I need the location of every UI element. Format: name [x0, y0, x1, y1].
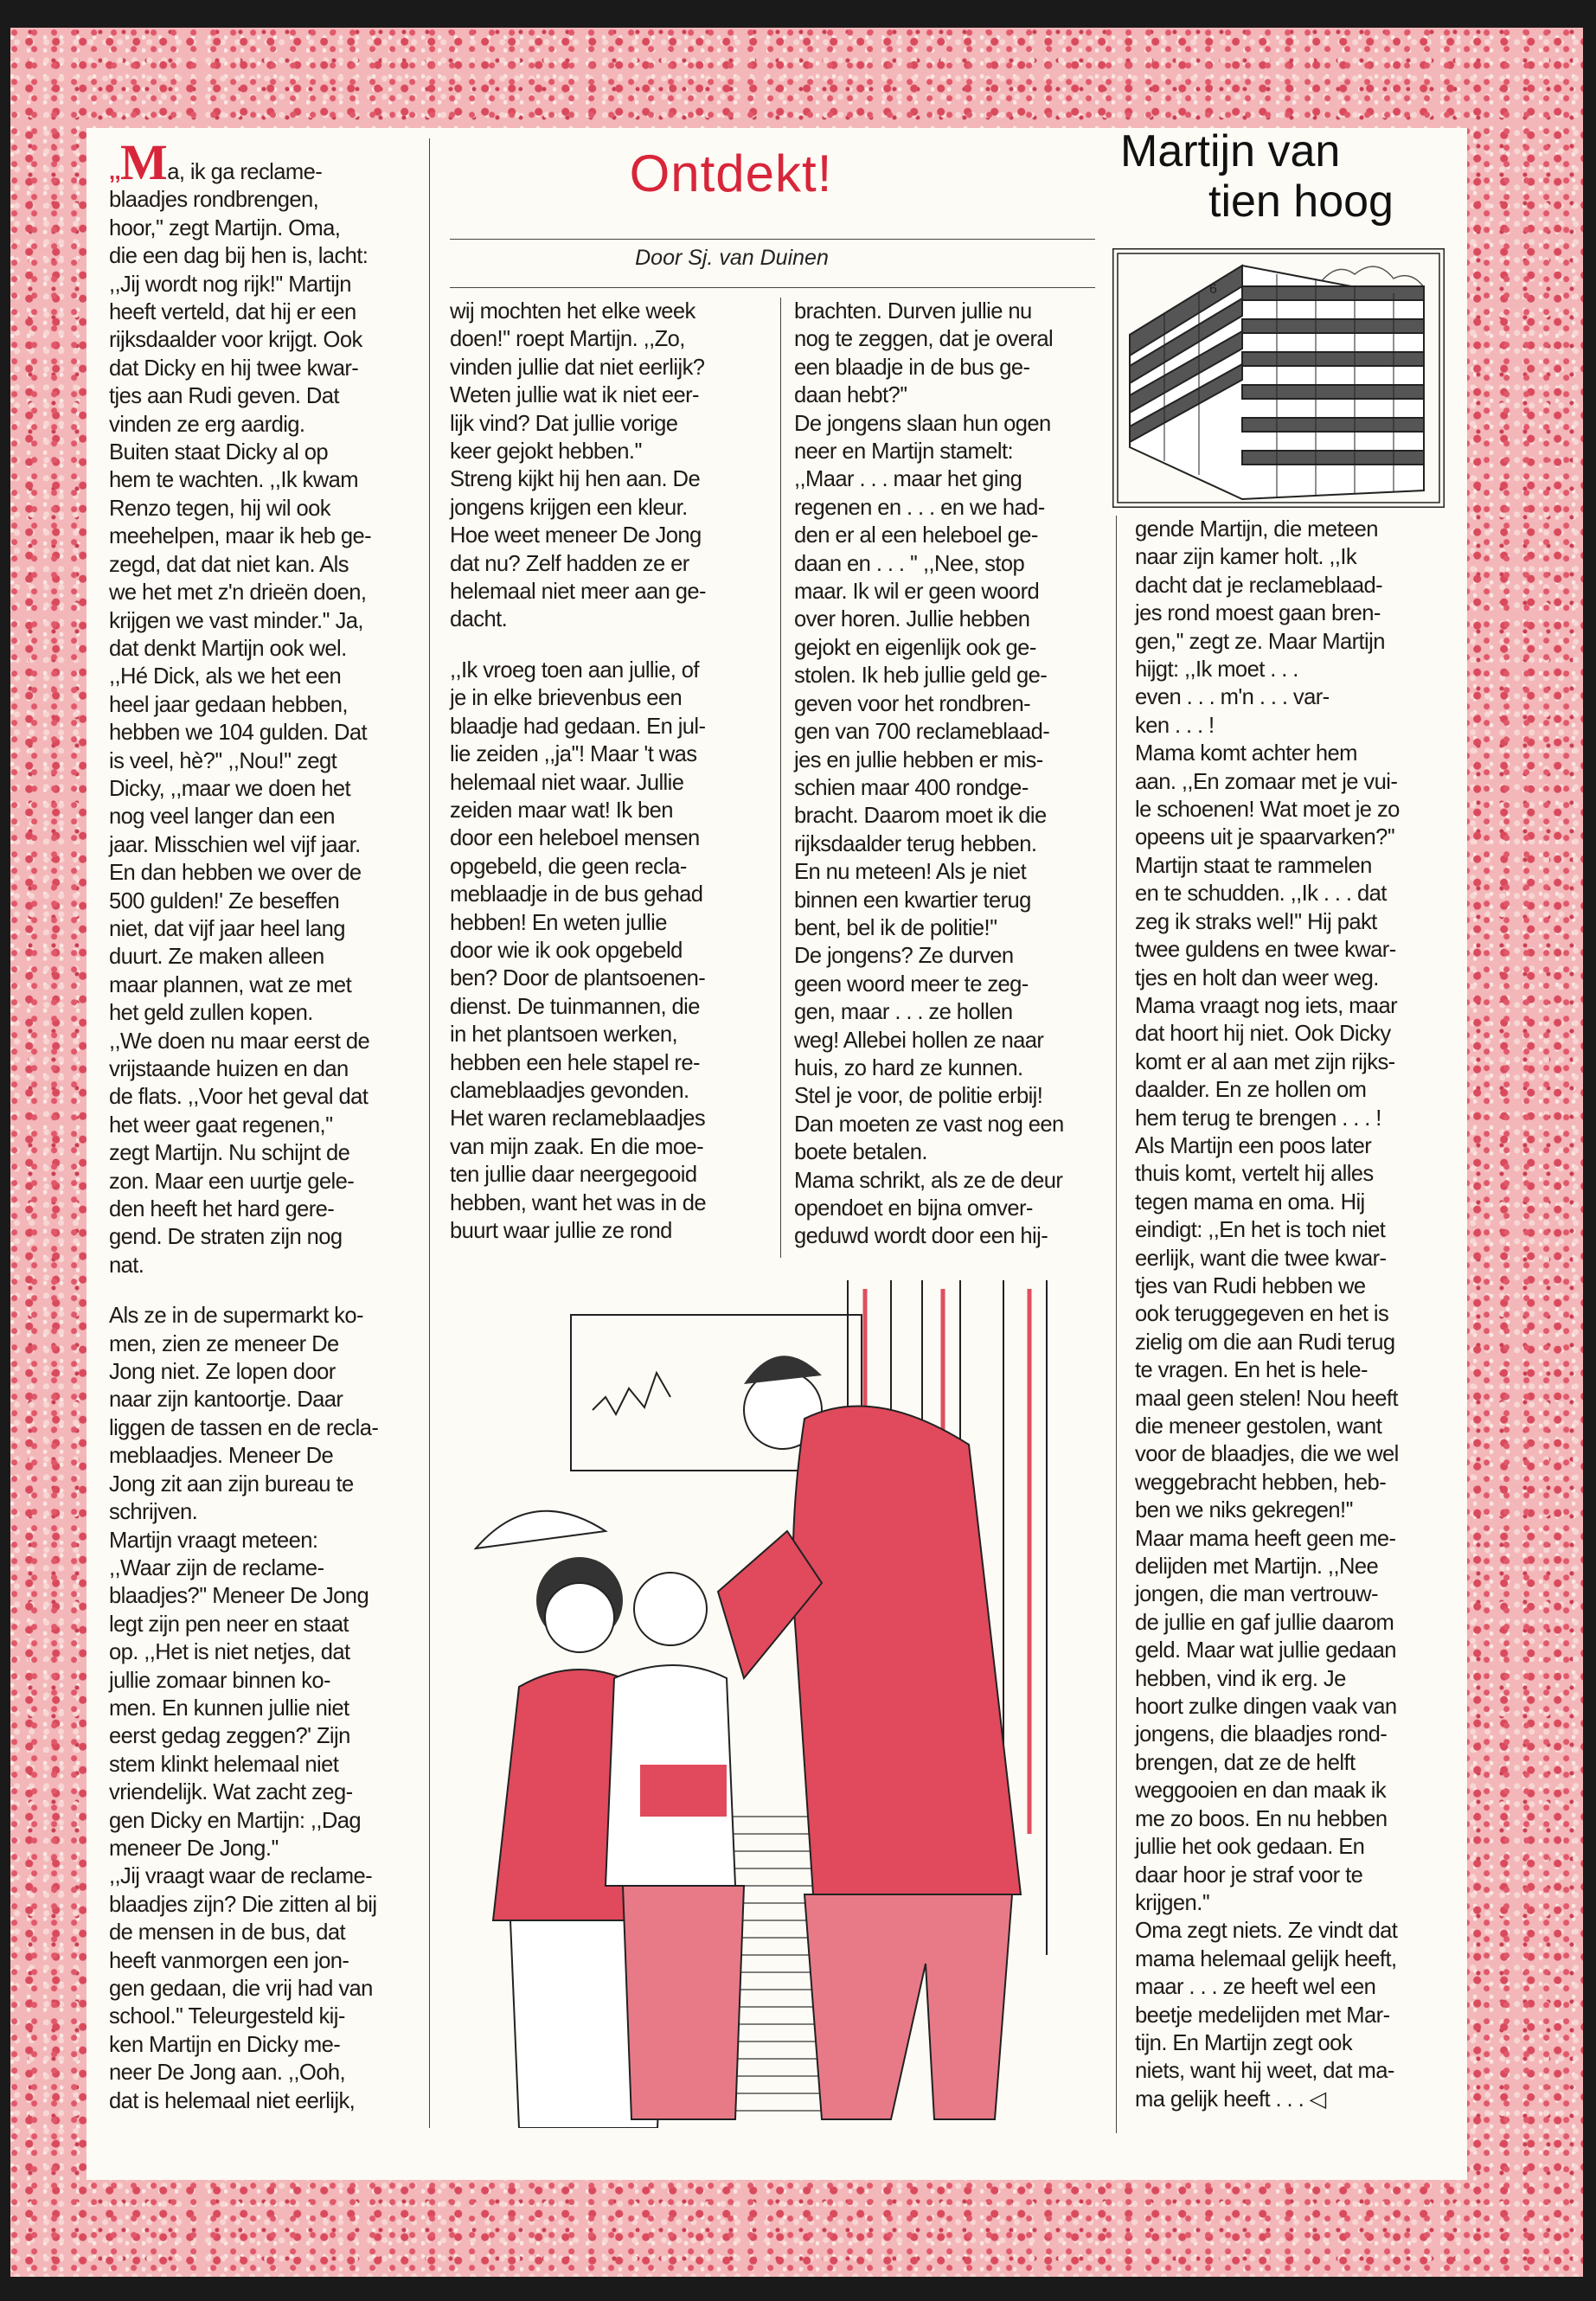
column-2 — [450, 298, 779, 1245]
series-title: Martijn van tien hoog — [1120, 126, 1394, 227]
col4-para1: gende Martijn, die meteen naar zijn kamer holt. ,,Ik dacht dat je reclameblaad- jes rond moest gaan bren- gen,'' zegt ze. Maar Martijn hijgt: ,,Ik moet . . . even . . . m'n . . . var- ken . . . ! Mama komt achter hem aan. ,,En zomaar met je vui- le schoenen! Wat moet je zo opeens uit je spaarvarken?'' Martijn staat te rammelen en te schudden. ,,Ik . . . dat zeg ik straks wel!'' Hij pakt twee guldens en twee kwar- tjes en holt dan weer weg. Mama vraagt nog iets, maar dat hoort hij niet. Ook Dicky komt er al aan met zijn rijks- daalder. En ze hollen om hem terug te brengen . . . ! Als Martijn een poos later thuis komt, vertelt hij alles tegen mama en oma. Hij eindigt: ,,En het is toch niet eerlijk, want die twee kwar- tjes van Rudi hebben we ook teruggegeven en het is zielig om die aan Rudi terug te vragen. En het is hele- maal geen stelen! Nou heeft die meneer gestolen, want voor de blaadjes, die we wel weggebracht hebben, heb- ben we niks gekregen!'' Maar mama heeft geen me- delijden met Martijn. ,,Nee jongen, die man vertrouw- de jullie en gaf jullie daarom geld. Maar wat jullie gedaan hebben, vind ik erg. Je hoort zulke dingen vaak van jongens, die blaadjes rond- brengen, dat ze de helft weggooien en dan maak ik me zo boos. En nu hebben jullie het ook gedaan. En daar hoor je straf voor te krijgen.'' Oma zegt niets. Ze vindt dat mama helemaal gelijk heeft, maar . . . ze heeft wel een beetje medelijden met Mar- tijn. En Martijn zegt ook niets, want hij weet, dat ma- ma gelijk heeft . . . ◁ — [1135, 517, 1400, 2112]
column-3 — [794, 298, 1112, 1251]
column-divider-3 — [1116, 516, 1117, 2133]
column-4 — [1135, 516, 1455, 2113]
col3-para1: brachten. Durven jullie nu nog te zeggen, dat je overal een blaadje in de bus ge- daan hebt?'' De jongens slaan hun ogen neer en Martijn stamelt: ,,Maar . . . maar het ging regenen en . . . en we had- den er al een heleboel ge- daan en . . . '' ,,Nee, stop maar. Ik wil er geen woord over horen. Jullie hebben gejokt en eigenlijk ook ge- stolen. Ik heb jullie geld ge- geven voor het rondbren- gen van 700 reclameblaad- jes en jullie hebben er mis- schien maar 400 rondge- bracht. Daarom moet ik die rijksdaalder terug hebben. En nu meteen! Als je niet binnen een kwartier terug bent, bel ik de politie!'' De jongens? Ze durven geen woord meer te zeg- gen, maar . . . ze hollen weg! Allebei hollen ze naar huis, zo hard ze kunnen. Stel je voor, de politie erbij! Dan moeten ze vast nog een boete betalen. Mama schrikt, als ze de deur opendoet en bijna omver- geduwd wordt door een hij- — [794, 299, 1064, 1249]
col2-para2: ,,Ik vroeg toen aan jullie, of je in elke brievenbus een blaadje had gedaan. En jul- lie zeiden ,,ja''! Maar 't was helemaal niet waar. Jullie zeiden maar wat! Ik ben door een heleboel mensen opgebeld, die geen recla- meblaadje in de bus gehad hebben! En weten jullie door wie ik ook opgebeld ben? Door de plantsoenen- dienst. De tuinmannen, die in het plantsoen werken, hebben een hele stapel re- clameblaadjes gevonden. Het waren reclameblaadjes van mijn zaak. En die moe- ten jullie daar neergegooid hebben, want het was in de buurt waar jullie ze rond — [450, 657, 707, 1243]
col1-para2: Als ze in de supermarkt ko- men, zien ze meneer De Jong niet. Ze lopen door naar zijn kantoortje. Daar liggen de tassen en de recla- meblaadjes. Meneer De Jong zit aan zijn bureau te schrijven. Martijn vraagt meteen: ,,Waar zijn de reclame- blaadjes?'' Meneer De Jong legt zijn pen neer en staat op. ,,Het is niet netjes, dat jullie zomaar binnen ko- men. En kunnen jullie niet eerst gedag zeggen?' Zijn stem klinkt helemaal niet vriendelijk. Wat zacht zeg- gen Dicky en Martijn: ,,Dag meneer De Jong.'' ,,Jij vraagt waar de reclame- blaadjes zijn? Die zitten al bij de mensen in de bus, dat heeft vanmorgen een jon- gen gedaan, die vrij had van school.'' Teleurgesteld kij- ken Martijn en Dicky me- neer De Jong aan. ,,Ooh, dat is helemaal niet eerlijk, — [109, 1304, 379, 2113]
drop-cap: M — [120, 134, 168, 190]
col1-lead: a, ik ga reclame- blaadjes rondbrengen, hoor,'' zegt Martijn. Oma, die een dag bij hen is, lacht: ,,Jij wordt nog rijk!'' Martijn heeft verteld, dat hij er een rijksdaalder voor krijgt. Ook dat Dicky en hij twee kwar- tjes aan Rudi geven. Dat vinden ze erg aardig. Buiten staat Dicky al op hem te wachten. ,,Ik kwam Renzo tegen, hij wil ook meehelpen, maar ik heb ge- zegd, dat dat niet kan. Als we het met z'n drieën doen, krijgen we vast minder.'' Ja, dat denkt Martijn ook wel. ,,Hé Dick, als we het een heel jaar gedaan hebben, hebben we 104 gulden. Dat is veel, hè?'' ,,Nou!'' zegt Dicky, ,,maar we doen het nog veel langer dan een jaar. Misschien wel vijf jaar. En dan hebben we over de 500 gulden!' Ze beseffen niet, dat vijf jaar heel lang duurt. Ze maken alleen maar plannen, wat ze met het geld zullen kopen. ,,We doen nu maar eerst de vrijstaande huizen en dan de flats. ,,Voor het geval dat het weer gaat regenen,'' zegt Martijn. Nu schijnt de zon. Maar een uurtje gele- den heeft het hard gere- gend. De straten zijn nog nat. — [109, 160, 372, 1278]
title-rule-top — [450, 239, 1095, 240]
column-divider-1 — [429, 138, 430, 2128]
story-title: Ontdekt! — [629, 144, 833, 202]
story-illustration — [441, 1280, 1104, 2128]
svg-text:6: 6 — [1209, 282, 1217, 297]
column-1: ,,Ma, ik ga reclame- blaadjes rondbrengen, hoor,'' zegt Martijn. Oma, die een dag bij hen is, lacht: ,,Jij wordt nog rijk!'' Martijn heeft verteld, dat hij er een rijksdaalder voor krijgt. Ook dat Dicky en hij twee kwar- tjes aan Rudi geven. Dat vinden ze erg aardig. Buiten staat Dicky al op hem te wachten. ,,Ik kwam Renzo tegen, hij wil ook meehelpen, maar ik heb ge- zegd, dat dat niet kan. Als we het met z'n drieën doen, krijgen we vast minder.'' Ja, dat denkt Martijn ook wel. ,,Hé Dick, als we het een heel jaar gedaan hebben, hebben we 104 gulden. Dat is veel, hè?'' ,,Nou!'' zegt Dicky, ,,maar we doen het nog veel langer dan een jaar. Misschien wel vijf jaar. En dan hebben we over de 500 gulden!' Ze beseffen niet, dat vijf jaar heel lang duurt. Ze maken alleen maar plannen, wat ze met het geld zullen kopen. ,,We doen nu maar eerst de vrijstaande huizen en dan de flats. ,,Voor het geval dat het weer gaat regenen,'' zegt Martijn. Nu schijnt de zon. Maar een uurtje gele- den heeft het hard gere- gend. De straten zijn nog nat. Als ze in de supermarkt ko- men, zien ze meneer De Jong niet. Ze lopen door naar zijn kantoortje. Daar liggen de tassen en de recla- meblaadjes. Meneer De Jong zit aan zijn bureau te schrijven. Martijn vraagt meteen: ,,Waar zijn de reclame- blaadjes?'' Meneer De Jong legt zijn pen neer en staat op. ,,Het is niet netjes, dat jullie zomaar binnen ko- men. En kunnen jullie niet eerst gedag zeggen?' Zijn stem klinkt helemaal niet vriendelijk. Wat zacht zeg- gen Dicky en Martijn: ,,Dag meneer De Jong.'' ,,Jij vraagt waar de reclame- blaadjes zijn? Die zitten al bij de mensen in de bus, dat heeft vanmorgen een jon- gen gedaan, die vrij had van school.'' Teleurgesteld kij- ken Martijn en Dicky me- neer De Jong aan. ,,Ooh, dat is helemaal niet eerlijk, — [109, 145, 429, 2115]
byline: Door Sj. van Duinen — [635, 246, 829, 270]
column-divider-2 — [780, 298, 781, 1258]
col2-para1: wij mochten het elke week doen!'' roept Martijn. ,,Zo, vinden jullie dat niet eerlijk? Weten jullie wat ik niet eer- lijk vind? Dat jullie vorige keer gejokt hebben.'' Streng kijkt hij hen aan. De jongens krijgen een kleur. Hoe weet meneer De Jong dat nu? Zelf hadden ze er helemaal niet meer aan ge- dacht. — [450, 299, 706, 632]
title-rule-bottom — [450, 287, 1095, 288]
building-illustration — [1112, 248, 1445, 508]
